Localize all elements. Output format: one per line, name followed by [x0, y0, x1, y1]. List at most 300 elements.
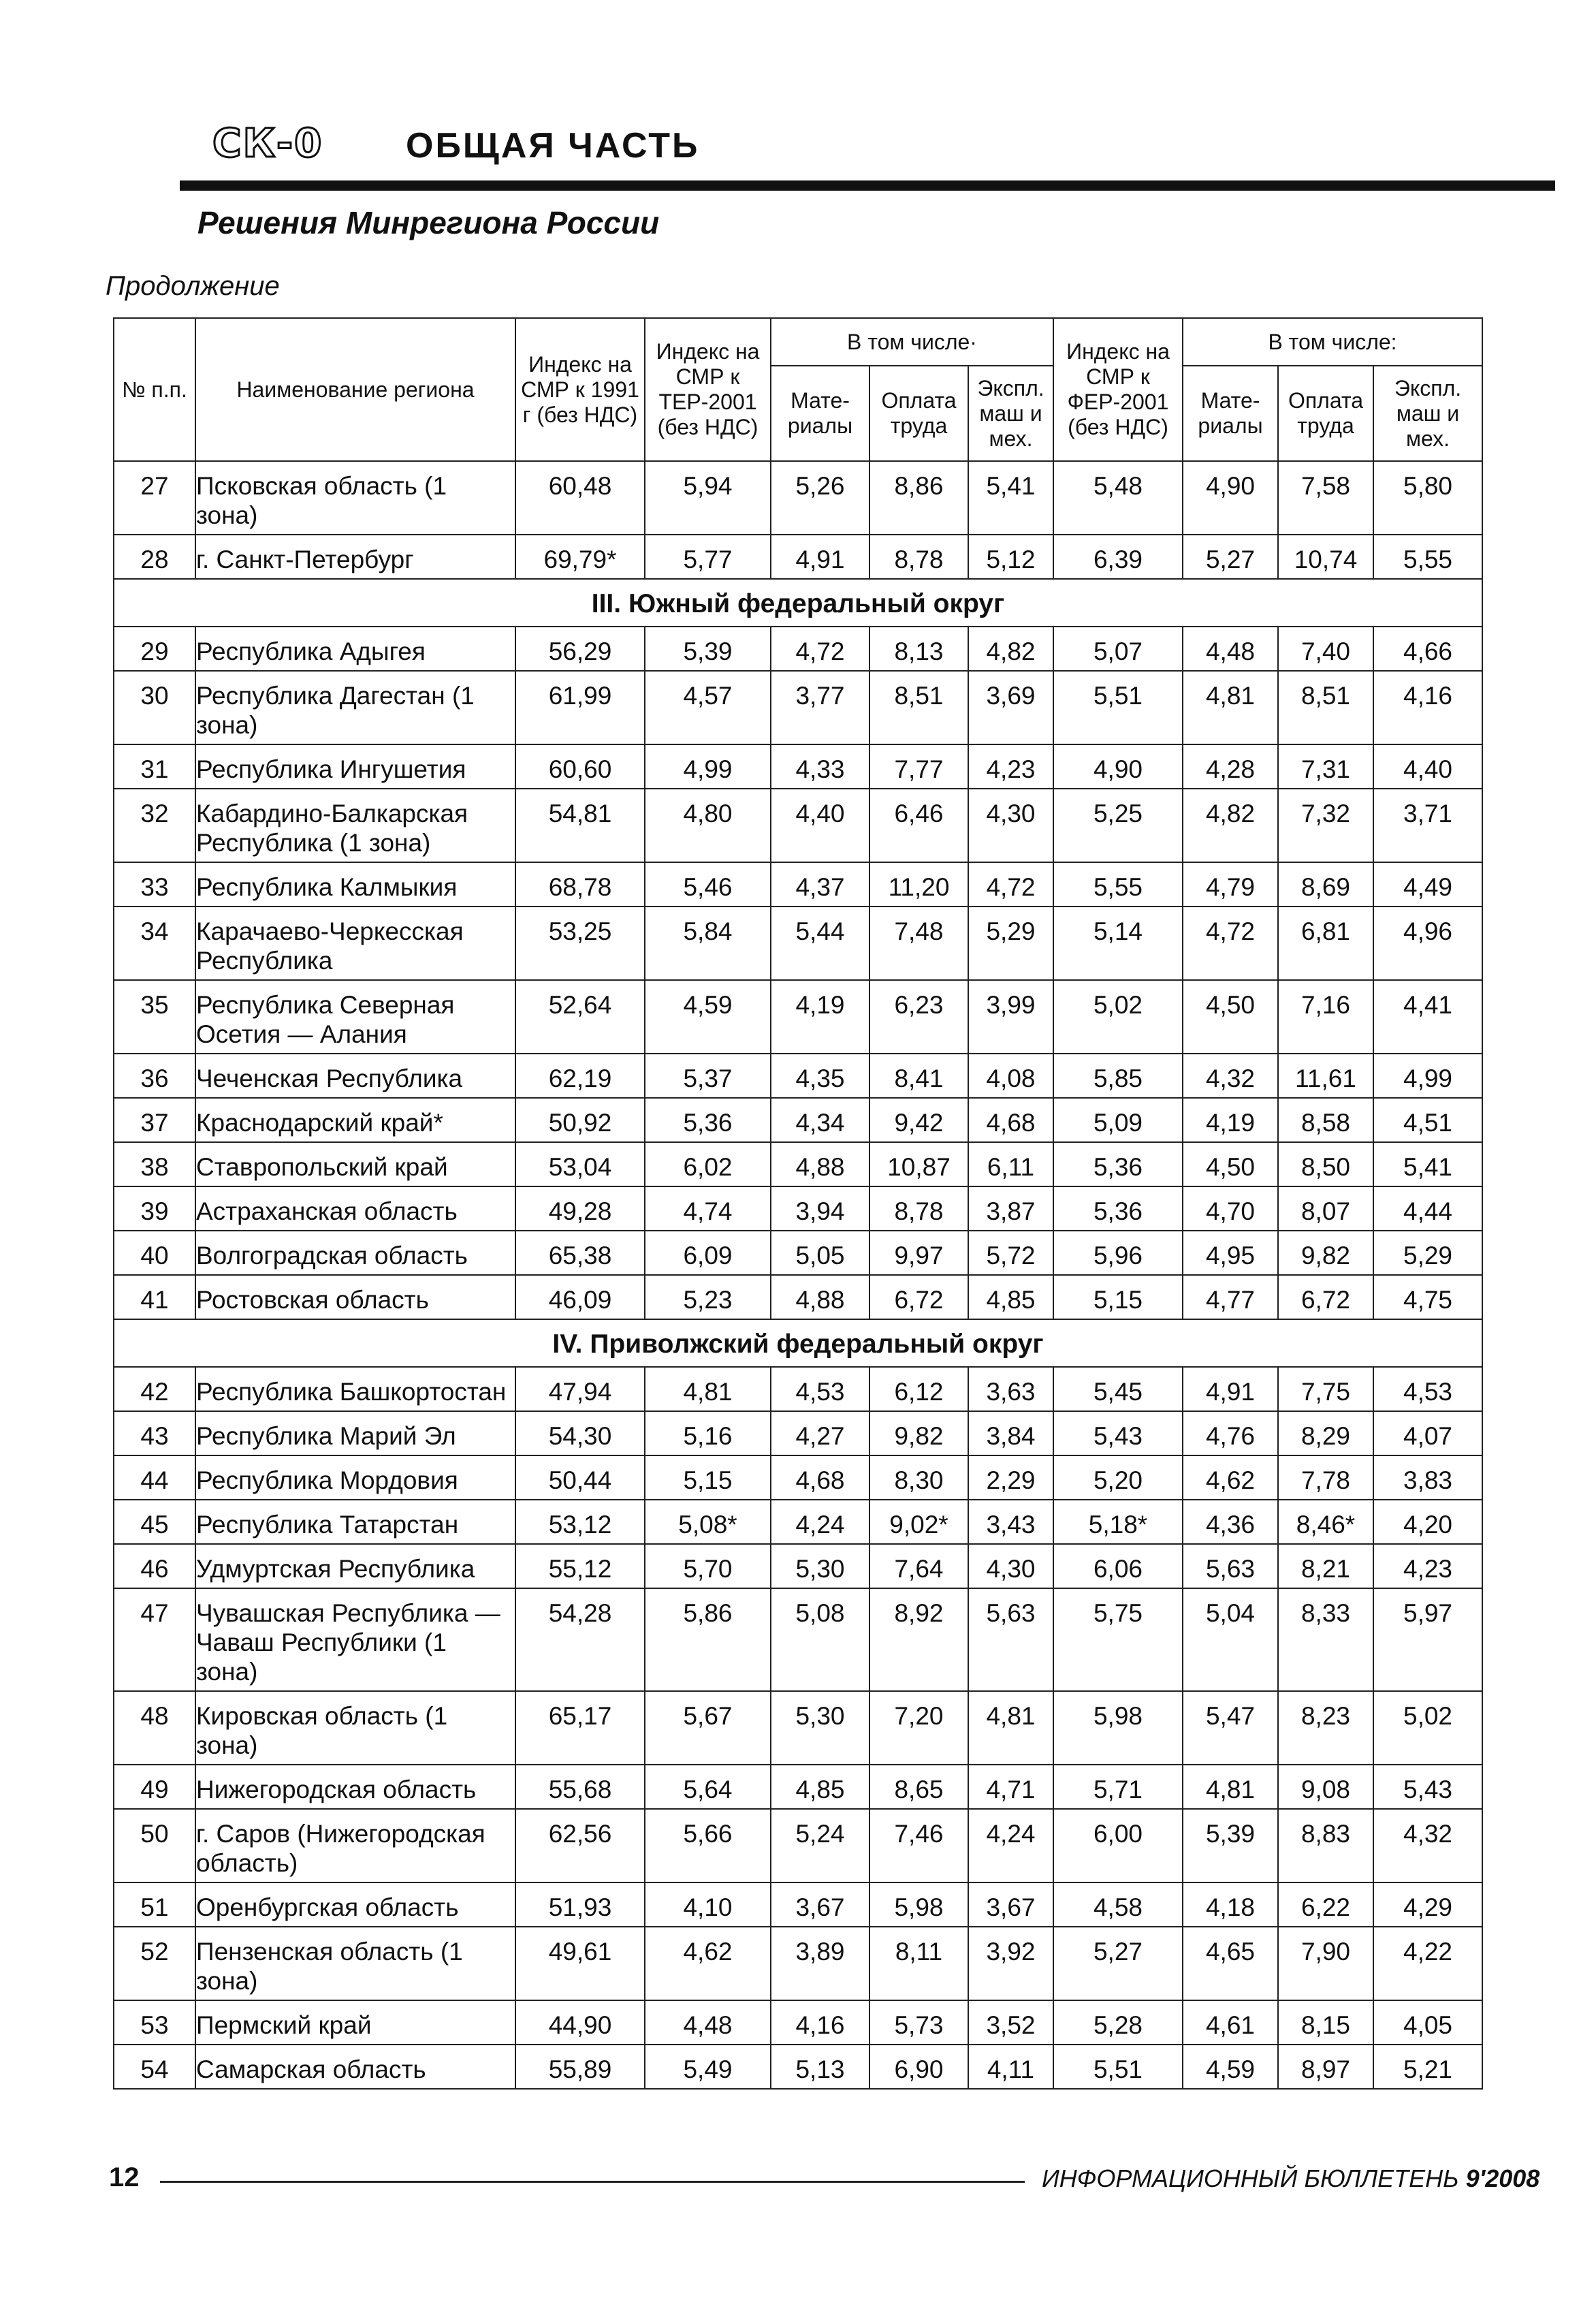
- value-cell: 5,63: [1183, 1544, 1278, 1588]
- value-cell: 49,61: [515, 1927, 645, 2000]
- value-cell: 3,71: [1373, 789, 1482, 862]
- header-materials: Мате-риалы: [771, 366, 869, 461]
- value-cell: 4,95: [1183, 1231, 1278, 1275]
- header-index-1991: Индекс на СМР к 1991 г (без НДС): [515, 318, 645, 461]
- value-cell: 5,55: [1053, 862, 1183, 907]
- value-cell: 5,02: [1373, 1691, 1482, 1765]
- value-cell: 4,91: [771, 535, 869, 579]
- value-cell: 65,38: [515, 1231, 645, 1275]
- region-name: Чувашская Республика — Чаваш Республики (1 зона): [195, 1588, 515, 1691]
- value-cell: 4,53: [1373, 1367, 1482, 1411]
- value-cell: 4,68: [771, 1455, 869, 1500]
- value-cell: 4,22: [1373, 1927, 1482, 2000]
- value-cell: 4,36: [1183, 1500, 1278, 1544]
- value-cell: 52,64: [515, 980, 645, 1054]
- value-cell: 4,85: [771, 1765, 869, 1809]
- value-cell: 4,61: [1183, 2000, 1278, 2045]
- row-number: 38: [114, 1142, 195, 1186]
- table-row: [114, 1275, 1482, 1319]
- value-cell: 8,50: [1278, 1142, 1373, 1186]
- table-row: [114, 2045, 1482, 2089]
- value-cell: 8,97: [1278, 2045, 1373, 2089]
- value-cell: 4,71: [968, 1765, 1053, 1809]
- value-cell: 4,48: [1183, 627, 1278, 671]
- value-cell: 4,19: [771, 980, 869, 1054]
- row-number: 36: [114, 1054, 195, 1098]
- value-cell: 4,80: [645, 789, 771, 862]
- value-cell: 5,47: [1183, 1691, 1278, 1765]
- value-cell: 4,96: [1373, 907, 1482, 980]
- value-cell: 5,15: [1053, 1275, 1183, 1319]
- region-name: Астраханская область: [195, 1186, 515, 1231]
- value-cell: 5,13: [771, 2045, 869, 2089]
- value-cell: 8,65: [869, 1765, 968, 1809]
- value-cell: 5,08: [771, 1588, 869, 1691]
- value-cell: 4,99: [1373, 1054, 1482, 1098]
- value-cell: 4,30: [968, 1544, 1053, 1588]
- value-cell: 8,11: [869, 1927, 968, 2000]
- value-cell: 8,15: [1278, 2000, 1373, 2045]
- value-cell: 4,32: [1373, 1809, 1482, 1882]
- region-name: Республика Башкортостан: [195, 1367, 515, 1411]
- value-cell: 4,81: [968, 1691, 1053, 1765]
- value-cell: 8,78: [869, 535, 968, 579]
- value-cell: 5,36: [1053, 1142, 1183, 1186]
- value-cell: 6,23: [869, 980, 968, 1054]
- value-cell: 54,81: [515, 789, 645, 862]
- value-cell: 5,39: [645, 627, 771, 671]
- value-cell: 53,25: [515, 907, 645, 980]
- value-cell: 3,63: [968, 1367, 1053, 1411]
- table-row: [114, 1142, 1482, 1186]
- value-cell: 5,66: [645, 1809, 771, 1882]
- value-cell: 5,09: [1053, 1098, 1183, 1142]
- page-number: 12: [109, 2162, 140, 2192]
- value-cell: 8,78: [869, 1186, 968, 1231]
- header-including-1: В том числе·: [771, 318, 1053, 366]
- value-cell: 10,87: [869, 1142, 968, 1186]
- value-cell: 4,50: [1183, 1142, 1278, 1186]
- header-wages: Оплата труда: [869, 366, 968, 461]
- region-name: Республика Татарстан: [195, 1500, 515, 1544]
- table-row: [114, 1691, 1482, 1765]
- value-cell: 3,94: [771, 1186, 869, 1231]
- value-cell: 4,27: [771, 1411, 869, 1455]
- value-cell: 55,89: [515, 2045, 645, 2089]
- value-cell: 4,18: [1183, 1882, 1278, 1927]
- value-cell: 5,21: [1373, 2045, 1482, 2089]
- value-cell: 5,07: [1053, 627, 1183, 671]
- value-cell: 5,77: [645, 535, 771, 579]
- value-cell: 5,84: [645, 907, 771, 980]
- value-cell: 6,12: [869, 1367, 968, 1411]
- value-cell: 4,65: [1183, 1927, 1278, 2000]
- value-cell: 9,42: [869, 1098, 968, 1142]
- value-cell: 54,28: [515, 1588, 645, 1691]
- value-cell: 60,48: [515, 461, 645, 535]
- table-row: [114, 627, 1482, 671]
- row-number: 37: [114, 1098, 195, 1142]
- value-cell: 55,12: [515, 1544, 645, 1588]
- table-row: [114, 671, 1482, 744]
- value-cell: 5,63: [968, 1588, 1053, 1691]
- value-cell: 4,37: [771, 862, 869, 907]
- region-name: Псковская область (1 зона): [195, 461, 515, 535]
- value-cell: 4,29: [1373, 1882, 1482, 1927]
- value-cell: 6,02: [645, 1142, 771, 1186]
- header-materials-2: Мате-риалы: [1183, 366, 1278, 461]
- value-cell: 5,05: [771, 1231, 869, 1275]
- table-row: [114, 461, 1482, 535]
- region-name: Удмуртская Республика: [195, 1544, 515, 1588]
- value-cell: 3,67: [968, 1882, 1053, 1927]
- value-cell: 5,29: [1373, 1231, 1482, 1275]
- value-cell: 5,20: [1053, 1455, 1183, 1500]
- table-row: [114, 1367, 1482, 1411]
- table-row: [114, 744, 1482, 789]
- table-row: [114, 980, 1482, 1054]
- footer-rule: [160, 2181, 1025, 2183]
- value-cell: 3,69: [968, 671, 1053, 744]
- value-cell: 5,64: [645, 1765, 771, 1809]
- value-cell: 7,77: [869, 744, 968, 789]
- value-cell: 5,98: [869, 1882, 968, 1927]
- value-cell: 4,79: [1183, 862, 1278, 907]
- bulletin-issue: 9'2008: [1465, 2164, 1540, 2192]
- value-cell: 4,81: [645, 1367, 771, 1411]
- value-cell: 4,68: [968, 1098, 1053, 1142]
- value-cell: 5,30: [771, 1691, 869, 1765]
- value-cell: 4,53: [771, 1367, 869, 1411]
- value-cell: 4,23: [968, 744, 1053, 789]
- value-cell: 4,10: [645, 1882, 771, 1927]
- region-name: Краснодарский край*: [195, 1098, 515, 1142]
- value-cell: 5,86: [645, 1588, 771, 1691]
- value-cell: 5,49: [645, 2045, 771, 2089]
- value-cell: 8,33: [1278, 1588, 1373, 1691]
- value-cell: 3,99: [968, 980, 1053, 1054]
- row-number: 32: [114, 789, 195, 862]
- value-cell: 9,97: [869, 1231, 968, 1275]
- row-number: 33: [114, 862, 195, 907]
- header-including-2: В том числе:: [1183, 318, 1482, 366]
- table-row: [114, 1054, 1482, 1098]
- value-cell: 62,56: [515, 1809, 645, 1882]
- value-cell: 7,16: [1278, 980, 1373, 1054]
- region-name: Республика Калмыкия: [195, 862, 515, 907]
- value-cell: 5,73: [869, 2000, 968, 2045]
- value-cell: 8,30: [869, 1455, 968, 1500]
- region-name: Кабардино-Балкарская Республика (1 зона): [195, 789, 515, 862]
- header-machinery-2: Экспл. маш и мех.: [1373, 366, 1482, 461]
- value-cell: 5,75: [1053, 1588, 1183, 1691]
- value-cell: 4,88: [771, 1142, 869, 1186]
- row-number: 39: [114, 1186, 195, 1231]
- table-row: [114, 1231, 1482, 1275]
- value-cell: 10,74: [1278, 535, 1373, 579]
- row-number: 44: [114, 1455, 195, 1500]
- value-cell: 4,41: [1373, 980, 1482, 1054]
- value-cell: 4,77: [1183, 1275, 1278, 1319]
- value-cell: 4,33: [771, 744, 869, 789]
- value-cell: 8,86: [869, 461, 968, 535]
- value-cell: 7,20: [869, 1691, 968, 1765]
- value-cell: 4,76: [1183, 1411, 1278, 1455]
- table-row: [114, 1809, 1482, 1882]
- value-cell: 4,34: [771, 1098, 869, 1142]
- value-cell: 5,12: [968, 535, 1053, 579]
- header-num: № п.п.: [114, 318, 195, 461]
- value-cell: 5,45: [1053, 1367, 1183, 1411]
- table-row: [114, 1186, 1482, 1231]
- value-cell: 7,58: [1278, 461, 1373, 535]
- value-cell: 8,23: [1278, 1691, 1373, 1765]
- value-cell: 4,23: [1373, 1544, 1482, 1588]
- header-wages-2: Оплата труда: [1278, 366, 1373, 461]
- row-number: 46: [114, 1544, 195, 1588]
- value-cell: 4,82: [968, 627, 1053, 671]
- value-cell: 5,41: [1373, 1142, 1482, 1186]
- section-title: ОБЩАЯ ЧАСТЬ: [406, 126, 700, 166]
- table-row: [114, 1411, 1482, 1455]
- region-name: Нижегородская область: [195, 1765, 515, 1809]
- table-row: [114, 1882, 1482, 1927]
- value-cell: 4,75: [1373, 1275, 1482, 1319]
- row-number: 27: [114, 461, 195, 535]
- value-cell: 5,43: [1053, 1411, 1183, 1455]
- table-row: [114, 1765, 1482, 1809]
- value-cell: 4,82: [1183, 789, 1278, 862]
- table-row: [114, 1098, 1482, 1142]
- value-cell: 65,17: [515, 1691, 645, 1765]
- region-name: Самарская область: [195, 2045, 515, 2089]
- value-cell: 5,27: [1053, 1927, 1183, 2000]
- row-number: 42: [114, 1367, 195, 1411]
- row-number: 41: [114, 1275, 195, 1319]
- table-row: [114, 907, 1482, 980]
- row-number: 52: [114, 1927, 195, 2000]
- region-name: Оренбургская область: [195, 1882, 515, 1927]
- value-cell: 8,51: [1278, 671, 1373, 744]
- value-cell: 8,29: [1278, 1411, 1373, 1455]
- ck-logo: СК-0: [212, 120, 323, 166]
- value-cell: 6,90: [869, 2045, 968, 2089]
- row-number: 34: [114, 907, 195, 980]
- row-number: 54: [114, 2045, 195, 2089]
- row-number: 35: [114, 980, 195, 1054]
- value-cell: 6,00: [1053, 1809, 1183, 1882]
- value-cell: 3,43: [968, 1500, 1053, 1544]
- region-name: Пензенская область (1 зона): [195, 1927, 515, 2000]
- value-cell: 5,16: [645, 1411, 771, 1455]
- value-cell: 5,72: [968, 1231, 1053, 1275]
- page-subtitle: Решения Минрегиона России: [197, 205, 660, 240]
- header-rule: [180, 180, 1555, 191]
- value-cell: 4,72: [771, 627, 869, 671]
- value-cell: 6,09: [645, 1231, 771, 1275]
- value-cell: 68,78: [515, 862, 645, 907]
- table-body: [114, 461, 1482, 2089]
- value-cell: 5,85: [1053, 1054, 1183, 1098]
- value-cell: 8,51: [869, 671, 968, 744]
- value-cell: 3,83: [1373, 1455, 1482, 1500]
- row-number: 43: [114, 1411, 195, 1455]
- value-cell: 7,40: [1278, 627, 1373, 671]
- value-cell: 60,60: [515, 744, 645, 789]
- value-cell: 4,40: [1373, 744, 1482, 789]
- value-cell: 4,19: [1183, 1098, 1278, 1142]
- value-cell: 5,80: [1373, 461, 1482, 535]
- region-name: Волгоградская область: [195, 1231, 515, 1275]
- value-cell: 4,24: [771, 1500, 869, 1544]
- row-number: 30: [114, 671, 195, 744]
- value-cell: 5,24: [771, 1809, 869, 1882]
- value-cell: 5,25: [1053, 789, 1183, 862]
- value-cell: 44,90: [515, 2000, 645, 2045]
- value-cell: 4,85: [968, 1275, 1053, 1319]
- value-cell: 5,43: [1373, 1765, 1482, 1809]
- value-cell: 5,08*: [645, 1500, 771, 1544]
- value-cell: 7,75: [1278, 1367, 1373, 1411]
- value-cell: 53,12: [515, 1500, 645, 1544]
- value-cell: 7,46: [869, 1809, 968, 1882]
- row-number: 51: [114, 1882, 195, 1927]
- value-cell: 4,59: [1183, 2045, 1278, 2089]
- value-cell: 4,44: [1373, 1186, 1482, 1231]
- value-cell: 5,44: [771, 907, 869, 980]
- value-cell: 5,96: [1053, 1231, 1183, 1275]
- value-cell: 5,41: [968, 461, 1053, 535]
- value-cell: 4,74: [645, 1186, 771, 1231]
- value-cell: 6,72: [869, 1275, 968, 1319]
- table-row: [114, 862, 1482, 907]
- value-cell: 6,81: [1278, 907, 1373, 980]
- value-cell: 3,52: [968, 2000, 1053, 2045]
- row-number: 29: [114, 627, 195, 671]
- value-cell: 9,02*: [869, 1500, 968, 1544]
- region-name: Чеченская Республика: [195, 1054, 515, 1098]
- value-cell: 4,35: [771, 1054, 869, 1098]
- value-cell: 47,94: [515, 1367, 645, 1411]
- value-cell: 4,90: [1053, 744, 1183, 789]
- value-cell: 4,81: [1183, 671, 1278, 744]
- value-cell: 3,77: [771, 671, 869, 744]
- value-cell: 4,72: [1183, 907, 1278, 980]
- value-cell: 5,28: [1053, 2000, 1183, 2045]
- value-cell: 4,90: [1183, 461, 1278, 535]
- value-cell: 5,98: [1053, 1691, 1183, 1765]
- region-name: Республика Ингушетия: [195, 744, 515, 789]
- value-cell: 8,58: [1278, 1098, 1373, 1142]
- region-name: Ростовская область: [195, 1275, 515, 1319]
- value-cell: 53,04: [515, 1142, 645, 1186]
- value-cell: 4,57: [645, 671, 771, 744]
- value-cell: 5,26: [771, 461, 869, 535]
- continuation-label: Продолжение: [106, 271, 280, 301]
- value-cell: 4,48: [645, 2000, 771, 2045]
- index-table: [113, 317, 1483, 2090]
- value-cell: 50,44: [515, 1455, 645, 1500]
- region-name: Республика Марий Эл: [195, 1411, 515, 1455]
- value-cell: 6,72: [1278, 1275, 1373, 1319]
- value-cell: 4,32: [1183, 1054, 1278, 1098]
- value-cell: 3,92: [968, 1927, 1053, 2000]
- row-number: 45: [114, 1500, 195, 1544]
- region-name: Республика Дагестан (1 зона): [195, 671, 515, 744]
- value-cell: 5,30: [771, 1544, 869, 1588]
- value-cell: 7,90: [1278, 1927, 1373, 2000]
- value-cell: 4,24: [968, 1809, 1053, 1882]
- row-number: 48: [114, 1691, 195, 1765]
- value-cell: 61,99: [515, 671, 645, 744]
- value-cell: 4,16: [1373, 671, 1482, 744]
- value-cell: 11,20: [869, 862, 968, 907]
- row-number: 49: [114, 1765, 195, 1809]
- value-cell: 8,13: [869, 627, 968, 671]
- value-cell: 5,70: [645, 1544, 771, 1588]
- value-cell: 56,29: [515, 627, 645, 671]
- value-cell: 4,70: [1183, 1186, 1278, 1231]
- section-row: [114, 1319, 1482, 1367]
- value-cell: 4,51: [1373, 1098, 1482, 1142]
- value-cell: 46,09: [515, 1275, 645, 1319]
- value-cell: 4,99: [645, 744, 771, 789]
- value-cell: 4,88: [771, 1275, 869, 1319]
- value-cell: 5,02: [1053, 980, 1183, 1054]
- value-cell: 54,30: [515, 1411, 645, 1455]
- value-cell: 8,83: [1278, 1809, 1373, 1882]
- value-cell: 5,14: [1053, 907, 1183, 980]
- value-cell: 5,15: [645, 1455, 771, 1500]
- value-cell: 6,46: [869, 789, 968, 862]
- table-row: [114, 1588, 1482, 1691]
- value-cell: 9,08: [1278, 1765, 1373, 1809]
- value-cell: 4,59: [645, 980, 771, 1054]
- value-cell: 3,67: [771, 1882, 869, 1927]
- value-cell: 4,58: [1053, 1882, 1183, 1927]
- region-name: Республика Адыгея: [195, 627, 515, 671]
- region-name: Кировская область (1 зона): [195, 1691, 515, 1765]
- row-number: 31: [114, 744, 195, 789]
- value-cell: 5,39: [1183, 1809, 1278, 1882]
- value-cell: 5,48: [1053, 461, 1183, 535]
- header-index-fer: Индекс на СМР к ФЕР-2001 (без НДС): [1053, 318, 1183, 461]
- value-cell: 5,29: [968, 907, 1053, 980]
- value-cell: 6,22: [1278, 1882, 1373, 1927]
- value-cell: 5,97: [1373, 1588, 1482, 1691]
- value-cell: 4,91: [1183, 1367, 1278, 1411]
- value-cell: 7,31: [1278, 744, 1373, 789]
- value-cell: 8,69: [1278, 862, 1373, 907]
- footer-bulletin: [1042, 2164, 1539, 2193]
- value-cell: 5,55: [1373, 535, 1482, 579]
- value-cell: 6,11: [968, 1142, 1053, 1186]
- value-cell: 8,92: [869, 1588, 968, 1691]
- value-cell: 9,82: [869, 1411, 968, 1455]
- value-cell: 4,07: [1373, 1411, 1482, 1455]
- value-cell: 4,05: [1373, 2000, 1482, 2045]
- row-number: 47: [114, 1588, 195, 1691]
- value-cell: 8,21: [1278, 1544, 1373, 1588]
- section-title: IV. Приволжский федеральный округ: [114, 1319, 1482, 1367]
- value-cell: 5,37: [645, 1054, 771, 1098]
- value-cell: 4,50: [1183, 980, 1278, 1054]
- region-name: г. Санкт-Петербург: [195, 535, 515, 579]
- value-cell: 5,36: [1053, 1186, 1183, 1231]
- value-cell: 8,46*: [1278, 1500, 1373, 1544]
- value-cell: 7,78: [1278, 1455, 1373, 1500]
- value-cell: 4,49: [1373, 862, 1482, 907]
